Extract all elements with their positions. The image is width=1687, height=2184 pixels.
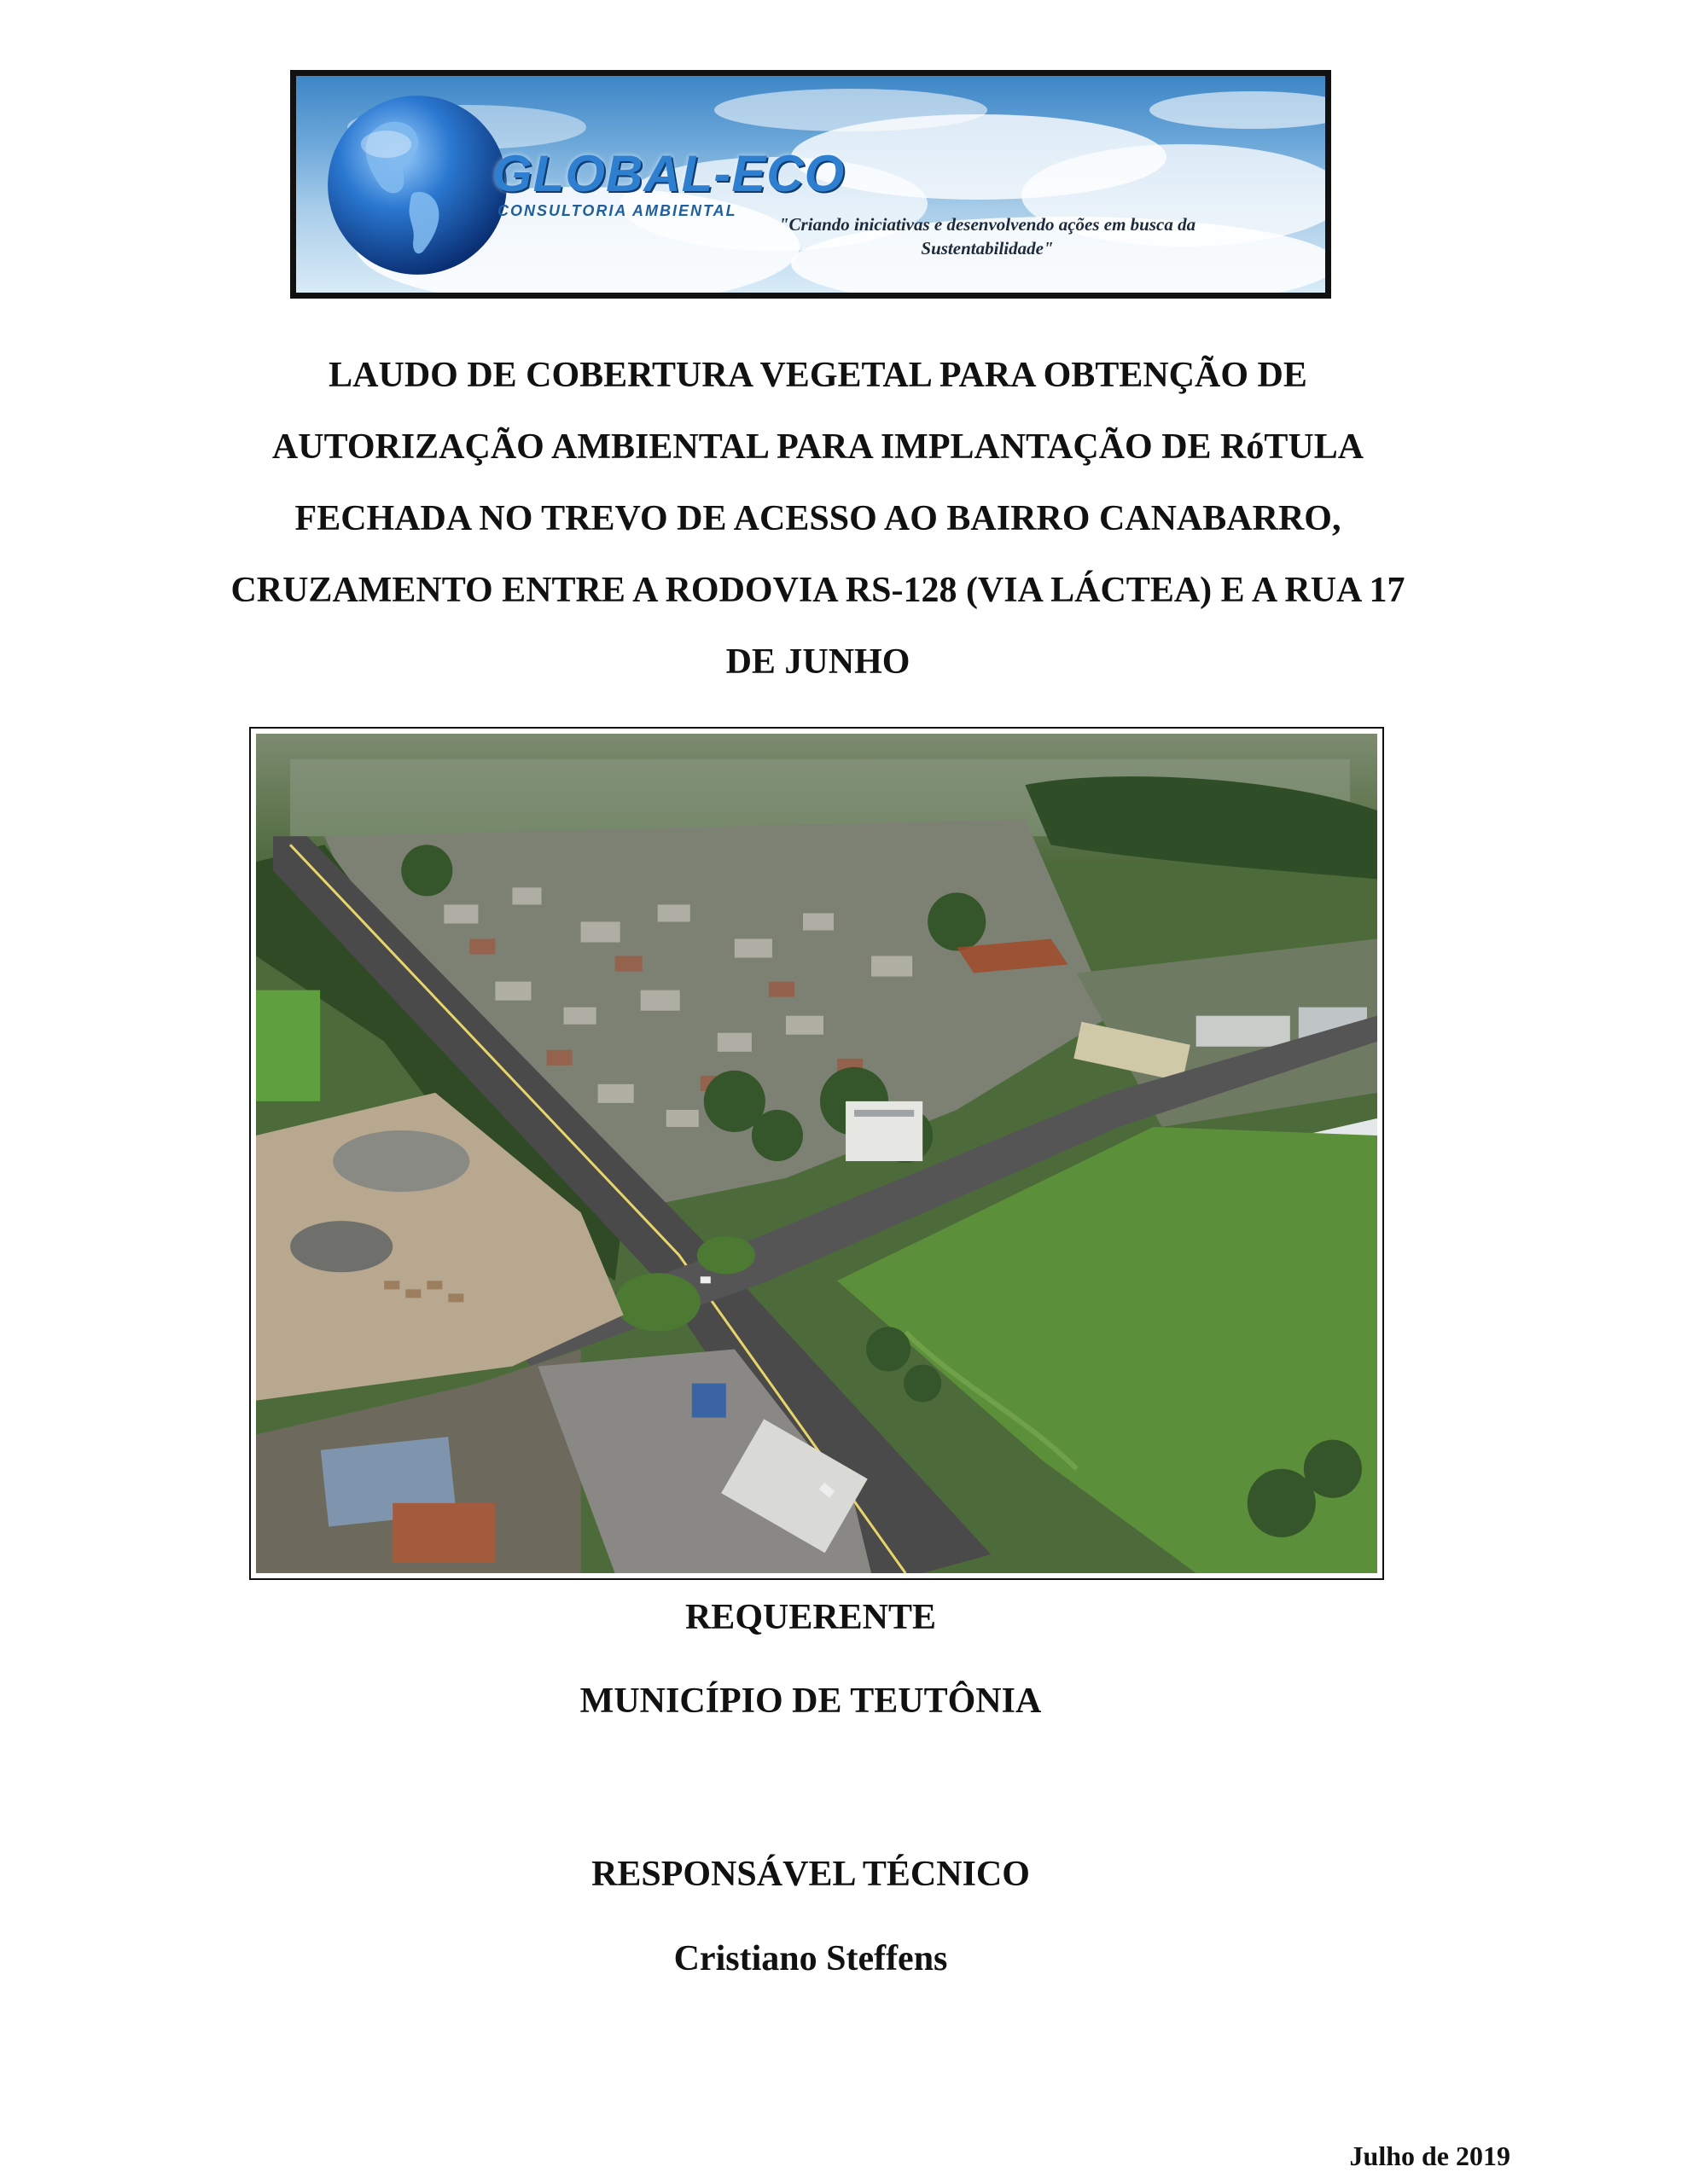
slogan-line-1: "Criando iniciativas e desenvolvendo ações em busca da bbox=[778, 214, 1196, 235]
title-line-2: AUTORIZAÇÃO AMBIENTAL PARA IMPLANTAÇÃO DE RóTULA bbox=[271, 427, 1364, 467]
title-line-5: DE JUNHO bbox=[725, 642, 910, 682]
globe-icon bbox=[320, 88, 515, 282]
document-date: Julho de 2019 bbox=[1349, 2140, 1510, 2171]
logo-banner bbox=[290, 70, 1331, 299]
brand-slogan bbox=[723, 212, 1252, 260]
slogan-line-2: Sustentabilidade" bbox=[921, 238, 1054, 258]
title-line-1: LAUDO DE COBERTURA VEGETAL PARA OBTENÇÃO DE bbox=[329, 356, 1307, 395]
aerial-photo-frame bbox=[249, 727, 1384, 1580]
brand-name: GLOBAL-ECO bbox=[492, 145, 846, 202]
document-title bbox=[102, 340, 1533, 698]
title-line-4: CRUZAMENTO ENTRE A RODOVIA RS-128 (VIA LÁCTEA) E A RUA 17 bbox=[230, 571, 1405, 610]
brand-subtitle: CONSULTORIA AMBIENTAL bbox=[497, 202, 737, 219]
title-line-3: FECHADA NO TREVO DE ACESSO AO BAIRRO CANABARRO, bbox=[294, 499, 1341, 538]
aerial-photo bbox=[256, 734, 1377, 1573]
requester-label: REQUERENTE bbox=[684, 1598, 937, 1637]
technical-label: RESPONSÁVEL TÉCNICO bbox=[591, 1855, 1030, 1894]
requester-name: MUNICÍPIO DE TEUTÔNIA bbox=[579, 1682, 1042, 1721]
technical-name: Cristiano Steffens bbox=[673, 1939, 948, 1978]
